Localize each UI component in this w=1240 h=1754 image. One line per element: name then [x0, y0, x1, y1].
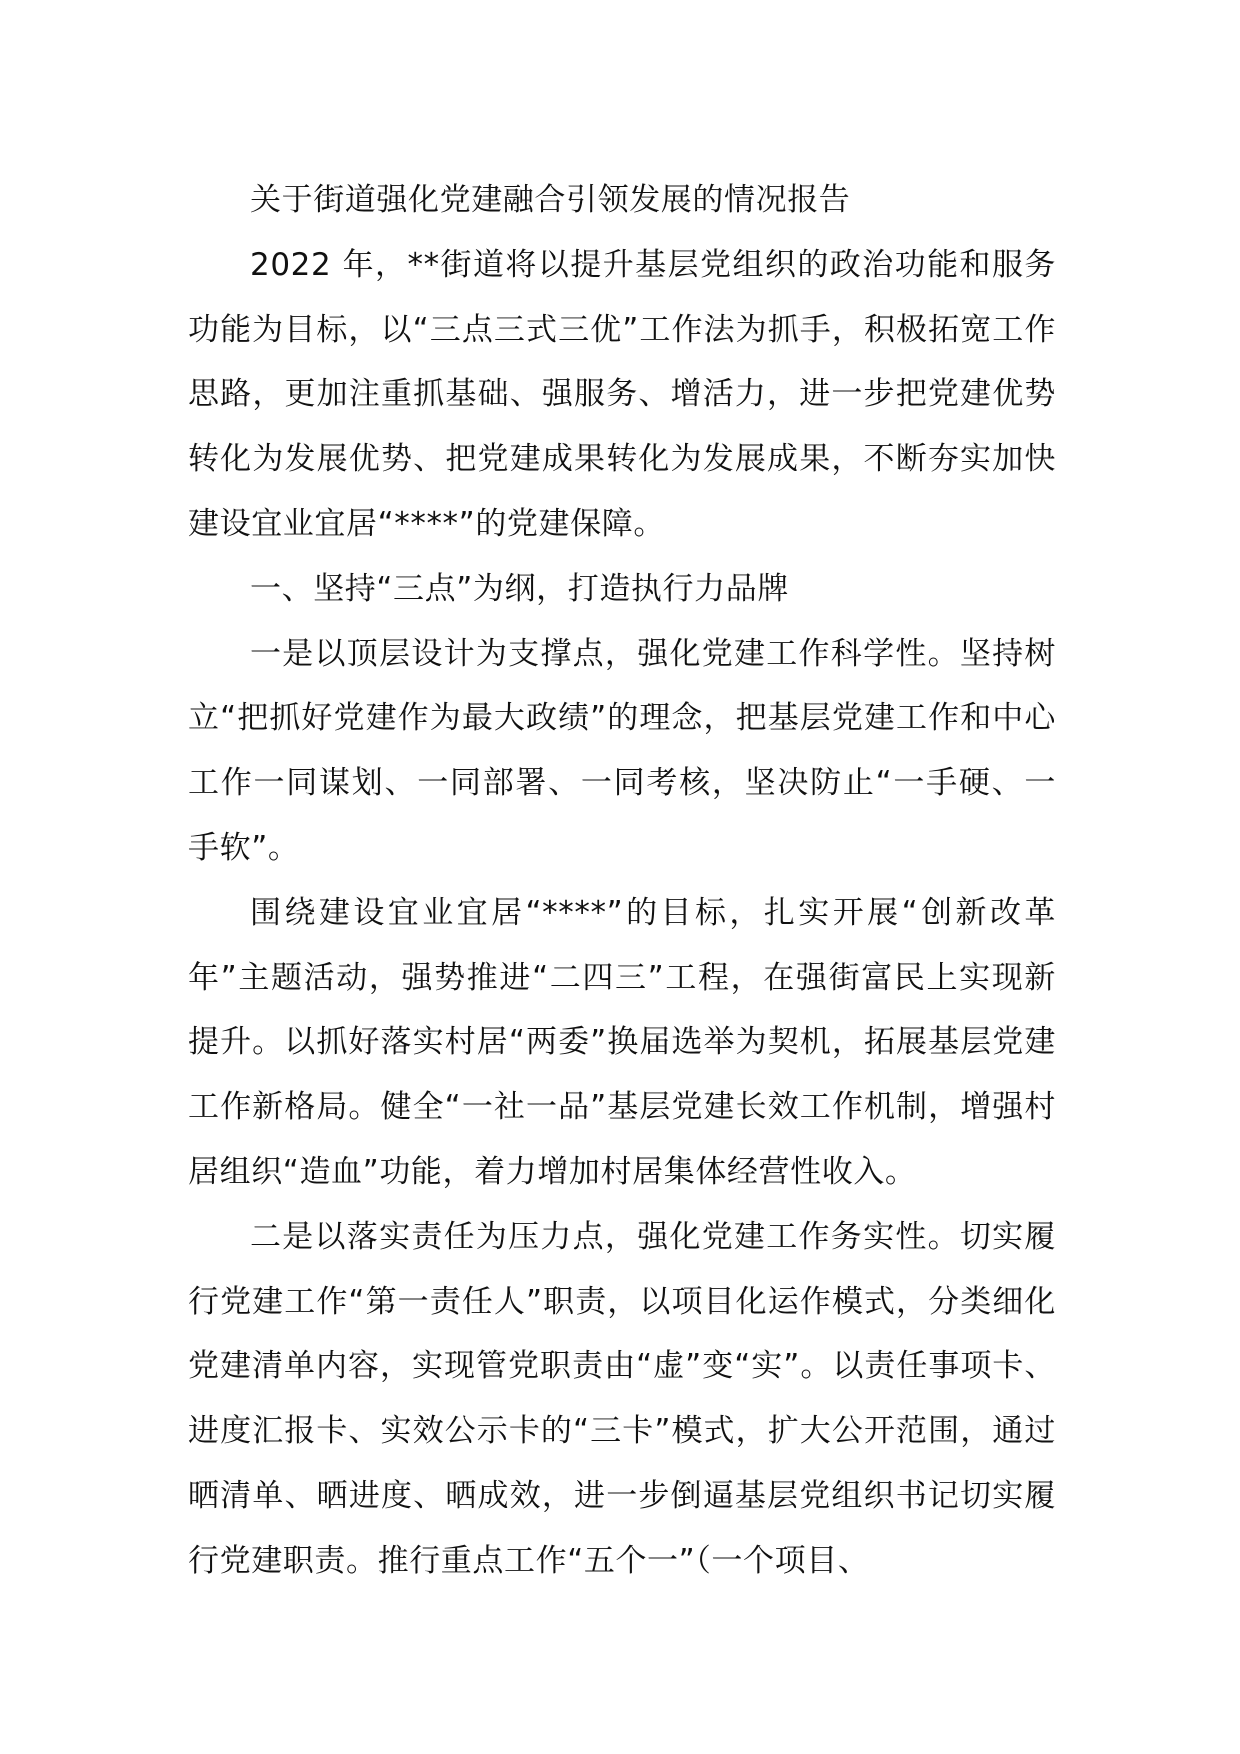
section-heading-1: 一、坚持“三点”为纲，打造执行力品牌: [250, 570, 789, 607]
document-body: [188, 168, 1056, 1594]
paragraph-point-1: 一是以顶层设计为支撑点，强化党建工作科学性。坚持树立“把抓好党建作为最大政绩”的理念，把基层党建工作和中心工作一同谋划、一同部署、一同考核，坚决防止“一手硬、一手软”。: [188, 635, 1056, 866]
paragraph-goal: 围绕建设宜业宜居“****”的目标，扎实开展“创新改革年”主题活动，强势推进“二四三”工程，在强街富民上实现新提升。以抓好落实村居“两委”换届选举为契机，拓展基层党建工作新格局。健全“一社一品”基层党建长效工作机制，增强村居组织“造血”功能，着力增加村居集体经营性收入。: [188, 894, 1056, 1190]
document-title: 关于街道强化党建融合引领发展的情况报告: [250, 182, 851, 218]
paragraph-point-2: 二是以落实责任为压力点，强化党建工作务实性。切实履行党建工作“第一责任人”职责，以项目化运作模式，分类细化党建清单内容，实现管党职责由“虚”变“实”。以责任事项卡、进度汇报卡、实效公示卡的“三卡”模式，扩大公开范围，通过晒清单、晒进度、晒成效，进一步倒逼基层党组织书记切实履行党建职责。推行重点工作“五个一”（一个项目、: [188, 1218, 1056, 1579]
paragraph-intro: 2022 年，**街道将以提升基层党组织的政治功能和服务功能为目标，以“三点三式三优”工作法为抓手，积极拓宽工作思路，更加注重抓基础、强服务、增活力，进一步把党建优势转化为发展优势、把党建成果转化为发展成果，不断夯实加快建设宜业宜居“****”的党建保障。: [188, 246, 1056, 542]
